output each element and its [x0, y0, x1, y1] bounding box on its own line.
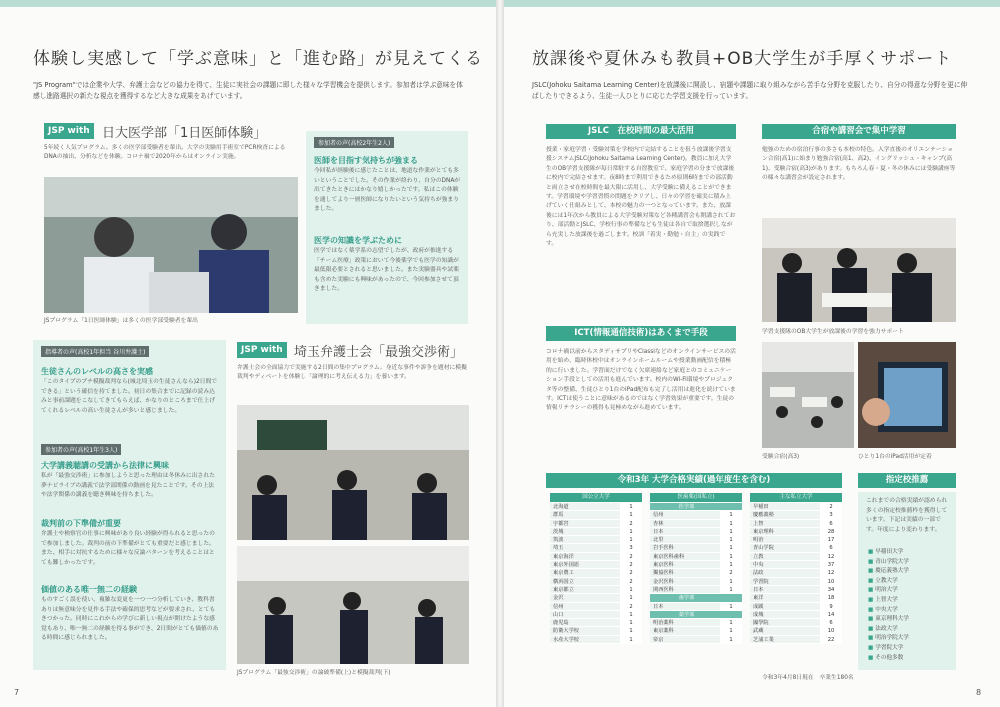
- university-name: 宇都宮: [550, 520, 620, 527]
- table-row: [650, 503, 742, 511]
- pass-count: [720, 611, 742, 618]
- university-name: 金沢医科: [650, 578, 720, 585]
- university-name: 山口: [550, 611, 620, 618]
- jslc-text: 授業・家庭学習・受験対策を学校内で完結することを狙う放課後学習支援システムJSLC(Johoku Saitama Learning Center)。教員に加え大学生のOB学習支援隊が毎日常駐する自習教室で、家庭学習の分まで放課後に校内で完結させます。夜8時まで利用できるため原則6時までの部活動と両立させ在校時間を最大限に活用し、大学受験に備えることができます。学習環境や学習習慣の問題をクリアし、日々の学習を確実に積み上げていく仕組みとして、本校の魅力の一つとなっています。また、放課後には1年次から教員による大学受験対策など各種講習会も開講されており、部活動とJSLC、学校行事の準備なども生徒は各自で取捨選択しながら充実した放課後を過ごします。校訓「着実・勤勉・自主」の実践です。: [546, 147, 736, 248]
- voice-panel-lawyer: [33, 340, 226, 670]
- column-header: 主な私立大学: [750, 493, 842, 502]
- photo-caption: JSプログラム「1日医師体験」は多くの医学部受験者を輩出: [44, 318, 198, 324]
- table-row: [750, 553, 842, 561]
- designated-item: ■ 明治大学: [868, 586, 909, 596]
- top-accent-bar: [0, 0, 500, 7]
- table-row: [750, 627, 842, 635]
- pass-count: 1: [720, 544, 742, 551]
- study-support-photo: [762, 218, 956, 322]
- university-name: 杏林: [650, 520, 720, 527]
- pass-count: 1: [720, 636, 742, 643]
- pass-count: 2: [620, 561, 642, 568]
- panel-tag: 参加者の声(高校2年生2人): [314, 137, 394, 148]
- table-row: [650, 578, 742, 586]
- pass-count: 1: [720, 553, 742, 560]
- designated-item: ■ 立教大学: [868, 577, 909, 587]
- pass-count: 2: [620, 603, 642, 610]
- panel-text: ものすごく誤を使い、複雑な変更を一つ一つ分析していき、教科書ありは無意味分を見作る手法や確保的思考などが要求され、とてもきつかった。同時にこれからの学びに新しい視点が開けたような感覚もあり、唯一無二の経験を得る事ができ、2日間がとても価値のある時間に感じられました。: [41, 597, 219, 641]
- designated-item: ■ 東京理科大学: [868, 615, 909, 625]
- table-row: [550, 594, 642, 602]
- table-row: [550, 569, 642, 577]
- university-name: 防衛大学校: [550, 627, 620, 634]
- panel-text: 弁護士や検察官の仕事に興味があり良い経験が得られると思ったので参加しました。裁判の前の下準備がとても重要だと感じました。また、相手に対抗するために様々な反論パターンを考えることはとても難しかったです。: [41, 531, 215, 566]
- pass-count: 18: [820, 594, 842, 601]
- university-name: 北海道: [550, 503, 620, 510]
- panel-heading: 価値のある唯一無二の経験: [41, 585, 137, 594]
- designated-item: ■ 上智大学: [868, 596, 909, 606]
- table-row: [650, 619, 742, 627]
- pass-count: 1: [620, 627, 642, 634]
- intro-text: "JS Program"では企業や大学、弁護士会などの協力を得て、生徒に実社会の課題に即した様々な学習機会を提供します。参加者は学ぶ意味を体感し進路選択の新たな視点を獲得するなど大きな成果をあげています。: [33, 81, 463, 100]
- university-name: 埼玉: [550, 544, 620, 551]
- university-name: 金沢: [550, 594, 620, 601]
- pass-count: 1: [720, 578, 742, 585]
- page-title: 体験し実感して「学ぶ意味」と「進む路」が見えてくる: [33, 49, 483, 69]
- university-name: 東京外国語: [550, 561, 620, 568]
- university-name: 日本: [650, 603, 720, 610]
- university-name: 北里: [650, 536, 720, 543]
- table-row: [650, 553, 742, 561]
- table-row: [550, 536, 642, 544]
- intro-text: JSLC(Johoku Saitama Learning Center)を放課後に開設し、宿題や課題に取り組みながら苦手な分野を克服したり、自分の得意な分野を更に伸ばしたりできるよう、生徒一人ひとりに応じた学習支援を行っています。: [532, 81, 968, 100]
- pass-count: 3: [620, 544, 642, 551]
- pass-count: 6: [820, 544, 842, 551]
- panel-heading: 生徒さんのレベルの高さを実感: [41, 367, 153, 376]
- panel-tag: 参加者の声(高校1年生3人): [41, 444, 121, 455]
- panel-heading: 裁判前の下準備が重要: [41, 519, 121, 528]
- pass-count: 1: [720, 586, 742, 593]
- university-name: 茨城: [550, 528, 620, 535]
- pass-count: 2: [620, 578, 642, 585]
- panel-text: 「このタイプのプチ模擬裁判なら(城北埼玉の生徒さんなら)2日間でできる」という確信を持てました。初日の集合までに記録の読み込みと事前課題をこなしてきてもらえば、かなりのところまで仕上げてくれるレベルの高い生徒さんが多いと感じました。: [41, 379, 218, 414]
- pass-count: 1: [720, 511, 742, 518]
- pass-count: 1: [720, 561, 742, 568]
- university-name: 慶應義塾: [750, 511, 820, 518]
- designated-panel: [858, 492, 956, 670]
- table-row: [650, 603, 742, 611]
- pass-count: 2: [620, 553, 642, 560]
- pass-count: 2: [620, 520, 642, 527]
- top-accent-bar: [500, 0, 1000, 7]
- panel-heading: 大学講義聴講の受講から法律に興味: [41, 461, 169, 470]
- pass-count: 12: [820, 553, 842, 560]
- pass-count: 1: [620, 611, 642, 618]
- table-row: [550, 611, 642, 619]
- table-row: [550, 511, 642, 519]
- pass-count: 10: [820, 578, 842, 585]
- pass-count: [720, 503, 742, 510]
- table-row: [750, 586, 842, 594]
- university-name: 東京理科: [750, 528, 820, 535]
- designated-item: ■ 法政大学: [868, 625, 909, 635]
- panel-tag: 指導者の声(高校1年担当 谷川弁護士): [41, 346, 149, 357]
- table-row: [750, 569, 842, 577]
- university-name: 関西医科: [650, 586, 720, 593]
- table-row: [750, 520, 842, 528]
- university-name: 法政: [750, 569, 820, 576]
- panel-heading: 医学の知識を学ぶために: [314, 236, 402, 245]
- photo-caption: 受験合宿(高3): [762, 454, 800, 460]
- university-name: 東京農工: [550, 569, 620, 576]
- ipad-photo: [858, 342, 956, 448]
- table-row: [650, 586, 742, 594]
- designated-item: ■ 慶応義塾大学: [868, 567, 909, 577]
- pass-count: 1: [720, 627, 742, 634]
- results-bar: 令和3年 大学合格実績(過年度生を含む): [546, 473, 842, 488]
- table-row: [550, 544, 642, 552]
- university-name: 東京医科: [650, 561, 720, 568]
- table-medical: [650, 493, 742, 644]
- designated-item: ■ 青山学院大学: [868, 558, 909, 568]
- voice-panel-students: [306, 131, 468, 324]
- university-name: 岩手医科: [650, 544, 720, 551]
- pass-count: 1: [620, 619, 642, 626]
- university-name: 芝浦工業: [750, 636, 820, 643]
- university-name: 東京海洋: [550, 553, 620, 560]
- right-page: [500, 0, 1000, 707]
- university-name: 東京薬科: [650, 627, 720, 634]
- university-name: 鹿児島: [550, 619, 620, 626]
- pass-count: 1: [620, 586, 642, 593]
- table-row: [550, 636, 642, 644]
- page-number: 8: [976, 688, 982, 697]
- university-name: 獨協医科: [650, 569, 720, 576]
- table-row: [550, 603, 642, 611]
- pass-count: 1: [620, 536, 642, 543]
- jsp-badge: JSP with: [237, 342, 287, 358]
- page-gutter: [496, 0, 504, 707]
- table-row: [650, 511, 742, 519]
- mock-trial-photo: [237, 546, 469, 664]
- pass-count: 1: [720, 528, 742, 535]
- table-row: [650, 594, 742, 602]
- table-row: [750, 594, 842, 602]
- designated-bar: 指定校推薦: [858, 473, 956, 488]
- designated-item: ■ その他多数: [868, 654, 909, 664]
- pass-count: 1: [720, 619, 742, 626]
- university-name: 立教: [750, 553, 820, 560]
- table-row: [750, 544, 842, 552]
- table-row: [650, 611, 742, 619]
- pass-count: 34: [820, 586, 842, 593]
- section-bar-jslc: JSLC 在校時間の最大活用: [546, 124, 736, 139]
- university-name: 日本: [750, 586, 820, 593]
- university-name: 筑波: [550, 536, 620, 543]
- university-name: 信州: [550, 603, 620, 610]
- table-row: [550, 586, 642, 594]
- university-name: 上智: [750, 520, 820, 527]
- designated-item: ■ 中央大学: [868, 606, 909, 616]
- camp-text: 勉強のための宿泊行事の多さも本校の特色。入学直後のオリエンテーション合宿(高1)に始まり勉強合宿(高1、高2)、イングリッシュ・キャンプ(高1)、受験合宿(高3)があります。もちろん春・夏・冬の休みには受験講座等の様々な講習会が設定されます。: [762, 147, 956, 182]
- program-title: 埼玉弁護士会「最強交渉術」: [294, 345, 464, 360]
- pass-count: 17: [820, 536, 842, 543]
- table-row: [550, 528, 642, 536]
- pass-count: 1: [620, 594, 642, 601]
- university-name: 成城: [750, 611, 820, 618]
- table-row: [750, 611, 842, 619]
- pass-count: 1: [620, 503, 642, 510]
- jsp-badge: JSP with: [44, 123, 94, 139]
- university-name: 水産大学校: [550, 636, 620, 643]
- pass-count: 1: [720, 603, 742, 610]
- designated-item: ■ 学習院大学: [868, 644, 909, 654]
- university-name: 東洋: [750, 594, 820, 601]
- table-row: [750, 603, 842, 611]
- university-name: 東京医科歯科: [650, 553, 720, 560]
- pass-count: 1: [620, 636, 642, 643]
- table-row: [750, 528, 842, 536]
- pass-count: 2: [620, 569, 642, 576]
- university-name: 明治薬科: [650, 619, 720, 626]
- table-row: [550, 561, 642, 569]
- pass-count: 3: [820, 511, 842, 518]
- pass-count: 10: [820, 627, 842, 634]
- table-row: [750, 619, 842, 627]
- table-row: [750, 636, 842, 644]
- pass-count: 1: [720, 536, 742, 543]
- pass-count: 1: [620, 511, 642, 518]
- panel-text: 私が「最強交渉術」に参加しようと思った理由は冬休みに出された夢ナビライブの講義で法学部関係の動画を見たことです。その上法や法学関係の講義を聴き興味を持ちました。: [41, 473, 215, 498]
- table-row: [550, 627, 642, 635]
- university-name: 学習院: [750, 578, 820, 585]
- pass-count: 6: [820, 619, 842, 626]
- university-name: 日本: [650, 528, 720, 535]
- university-name: 武蔵: [750, 627, 820, 634]
- university-name: 國學院: [750, 619, 820, 626]
- pass-count: 37: [820, 561, 842, 568]
- pass-count: 28: [820, 528, 842, 535]
- table-row: [550, 553, 642, 561]
- table-row: [750, 578, 842, 586]
- table-row: [650, 520, 742, 528]
- pass-count: 9: [820, 603, 842, 610]
- page-number: 7: [14, 688, 20, 697]
- pass-count: [720, 594, 742, 601]
- designated-item: ■ 明治学院大学: [868, 634, 909, 644]
- program-text: 5年続く人気プログラム。多くの医学部受験者を輩出。大学の実験用手術室でPCR検査によるDNAの抽出、分析などを体験。コロナ禍で2020年からはオンライン実施。: [44, 145, 286, 161]
- pass-count: 14: [820, 611, 842, 618]
- pass-count: 12: [820, 569, 842, 576]
- designated-item: ■ 早稲田大学: [868, 548, 909, 558]
- university-name: 医学部: [650, 503, 720, 510]
- table-row: [550, 619, 642, 627]
- column-header: 医歯薬(国私立): [650, 493, 742, 502]
- pass-count: 1: [720, 520, 742, 527]
- program-title: 日大医学部「1日医師体験」: [102, 126, 267, 141]
- pass-count: 2: [720, 569, 742, 576]
- photo-caption: ひとり1台のiPad活用が定着: [858, 454, 932, 460]
- results-footnote: 令和3年4月8日現在 卒業生180名: [762, 675, 854, 681]
- exam-camp-photo: [762, 342, 854, 448]
- pass-count: 1: [620, 528, 642, 535]
- table-row: [650, 528, 742, 536]
- table-row: [750, 511, 842, 519]
- table-row: [650, 536, 742, 544]
- pass-count: 6: [820, 520, 842, 527]
- university-name: 信州: [650, 511, 720, 518]
- university-name: 明治: [750, 536, 820, 543]
- debate-photo: [237, 405, 469, 540]
- university-name: 歯学部: [650, 594, 720, 601]
- section-bar-ict: ICT(情報通信技術)はあくまで手段: [546, 326, 736, 341]
- pass-count: 2: [820, 503, 842, 510]
- university-name: 中央: [750, 561, 820, 568]
- university-name: 青山学院: [750, 544, 820, 551]
- table-national: [550, 493, 642, 644]
- photo-caption: JSプログラム「最強交渉術」の論破準備(上)と模擬裁判(下): [237, 670, 391, 676]
- table-row: [650, 561, 742, 569]
- medical-photo: [44, 177, 298, 313]
- pass-count: 22: [820, 636, 842, 643]
- page-title: 放課後や夏休みも教員+OB大学生が手厚くサポート: [532, 49, 953, 69]
- panel-text: 今回私が経験後に感じたことは、地道な作業がとても多いということでした。その作業が終わり、自分のDNAが出てきたときにはかなり嬉しかったです。私はこの体験を通してより一層医師になりたいという気持ちが強まりました。: [314, 168, 461, 212]
- table-private: [750, 493, 842, 644]
- panel-heading: 医師を目指す気持ちが強まる: [314, 156, 418, 165]
- column-header: 国公立大学: [550, 493, 642, 502]
- table-row: [750, 503, 842, 511]
- university-name: 東京都立: [550, 586, 620, 593]
- section-bar-camp: 合宿や講習会で集中学習: [762, 124, 956, 139]
- university-name: 薬学部: [650, 611, 720, 618]
- university-name: 横浜国立: [550, 578, 620, 585]
- university-name: 成蹊: [750, 603, 820, 610]
- photo-caption: 学習支援隊のOB大学生が放課後の学習を強力サポート: [762, 329, 904, 335]
- table-row: [650, 627, 742, 635]
- university-name: 群馬: [550, 511, 620, 518]
- university-name: 帝京: [650, 636, 720, 643]
- table-row: [550, 503, 642, 511]
- table-row: [750, 561, 842, 569]
- table-row: [650, 636, 742, 644]
- designated-text: これまでの合格実績が認められ多くの指定校推薦枠を獲得しています。下記は実績の一部です。年度により変わります。: [866, 498, 948, 533]
- panel-text: 医学ではなく薬学系の志望でしたが、政府が推進する「チーム医療」政策において今後薬学でも医学の知識が最低限必要とされると思いました。また実験器具や試薬も含めた実験にも興味があったので、今回参加させて頂きました。: [314, 248, 459, 292]
- table-row: [650, 544, 742, 552]
- table-row: [750, 536, 842, 544]
- university-name: 早稲田: [750, 503, 820, 510]
- table-row: [650, 569, 742, 577]
- table-row: [550, 520, 642, 528]
- program-text: 弁護士会の全面協力で実施する2日間の集中プログラム。身近な事件や訴争を題材に模擬裁判やディベートを体験し「論理的に考え伝える力」を養います。: [237, 365, 467, 381]
- ict-text: コロナ禍以前からスタディサプリやClassiなどのオンラインサービスの活用を始め、臨時休校中はオンラインホームルームや授業動画配信を積極的に行いました。学習面だけでなく欠席連絡など家庭とのコミュニケーション手段としての活用も進んでいます。校内のWi-Fi環境やプロジェクタ等の整備、生徒ひとり1台のiPad配布も完了し活用は進化を続けています。ICTは使うことに意味があるのではなく学習効果が重要です。生徒の情報リテラシーの獲得も見極めながら進めています。: [546, 349, 736, 412]
- table-row: [550, 578, 642, 586]
